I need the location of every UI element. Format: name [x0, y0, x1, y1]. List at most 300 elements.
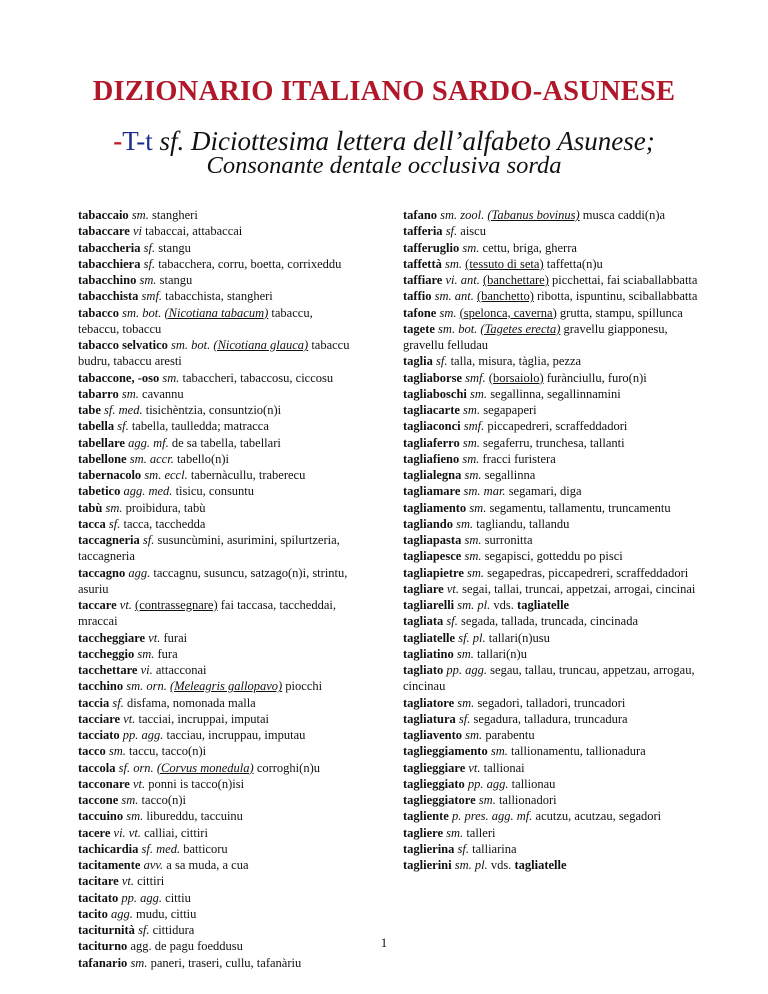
dictionary-entry	[403, 435, 698, 451]
entry-headword: taciturnità	[78, 923, 135, 937]
entry-translation: corroghi(n)u	[256, 760, 320, 775]
entry-headword: tacitare	[78, 874, 119, 889]
dictionary-entry	[78, 256, 356, 272]
entry-translation: talleri	[466, 825, 496, 840]
entry-grammar: sm.	[464, 549, 482, 564]
entry-grammar: avv.	[143, 858, 164, 872]
dictionary-entry	[403, 418, 698, 434]
entry-grammar: agg.	[110, 906, 133, 921]
entry-headword: tagliare	[403, 581, 444, 596]
entry-translation: segaferru, trunchesa, tallanti	[482, 435, 625, 450]
entry-headword: taccare	[78, 598, 117, 612]
dictionary-entry	[78, 792, 356, 808]
dictionary-entry	[403, 256, 698, 272]
entry-grammar: sm.	[469, 500, 487, 515]
dictionary-entry	[403, 597, 698, 613]
entry-headword: taccagno	[78, 565, 126, 580]
entry-headword: tagliacarte	[403, 403, 460, 417]
dictionary-entry	[78, 223, 356, 239]
entry-translation: cittiu	[165, 890, 191, 905]
entry-headword: taccia	[78, 695, 110, 710]
letter-description-line2: Consonante dentale occlusiva sorda	[206, 152, 562, 179]
dictionary-entry	[403, 808, 698, 824]
dictionary-entry	[78, 711, 356, 727]
entry-grammar: sm. bot.	[171, 338, 211, 352]
entry-translation: segapisci, gotteddu po pisci	[484, 549, 623, 564]
dictionary-entry	[403, 532, 698, 548]
dictionary-entry	[403, 613, 698, 629]
entry-translation: tallari(n)u	[476, 646, 527, 661]
dictionary-entry	[78, 565, 356, 598]
dictionary-entry	[78, 483, 356, 499]
entry-headword: tabacco selvatico	[78, 338, 168, 352]
dictionary-entry	[403, 776, 698, 792]
entry-translation: segadura, talladura, truncadura	[473, 711, 628, 726]
entry-grammar: sm.	[456, 516, 474, 531]
dictionary-entry	[78, 500, 356, 516]
entry-grammar: sf.	[435, 354, 448, 369]
entry-headword: tagliatura	[403, 711, 456, 726]
entry-headword: taglieggiato	[403, 776, 465, 791]
entry-headword: taccheggiare	[78, 630, 146, 645]
entry-translation: ponni is tacco(n)isi	[148, 776, 245, 791]
dictionary-entry	[403, 288, 698, 304]
entry-translation: de sa tabella, tabellari	[171, 435, 281, 450]
dictionary-entry	[78, 662, 356, 678]
entry-headword: tacciare	[78, 711, 121, 726]
entry-headword: tagliarelli	[403, 598, 455, 612]
entry-translation: tabaccu, tebaccu, tobaccu	[78, 305, 313, 336]
entry-translation: tallionadori	[498, 793, 557, 807]
entry-translation: tagliandu, tallandu	[476, 516, 570, 531]
entry-headword: tagliaborse	[403, 370, 463, 385]
dictionary-entry	[78, 760, 356, 776]
entry-grammar: sm.	[121, 386, 139, 401]
entry-translation: agg. de pagu foeddusu	[130, 939, 243, 954]
dictionary-entry	[403, 500, 698, 516]
entry-grammar: vi	[132, 224, 142, 239]
entry-grammar: sm. bot.	[438, 321, 478, 336]
entry-translation: segau, tallau, truncau, appetzau, arrogau, cincinau	[403, 663, 695, 694]
entry-headword: tacco	[78, 744, 106, 759]
entry-headword: taccuino	[78, 809, 124, 824]
dictionary-entry	[403, 630, 698, 646]
entry-translation: tabella, taulledda; matracca	[131, 419, 269, 434]
entry-translation: tacco(n)i	[141, 793, 186, 807]
entry-scientific-name: (Corvus monedula)	[156, 760, 254, 775]
dictionary-entry	[403, 272, 698, 288]
dictionary-entry	[78, 240, 356, 256]
entry-headword: tabella	[78, 419, 115, 434]
entry-headword: tagliavento	[403, 728, 463, 742]
entry-grammar: smf.	[463, 419, 485, 434]
entry-grammar: sm. mar.	[463, 484, 506, 499]
entry-grammar: sf.	[457, 841, 469, 856]
entry-grammar: sf. pl.	[458, 630, 486, 645]
entry-translation: fura	[157, 646, 178, 661]
entry-translation: talliarina	[472, 841, 517, 856]
entry-grammar: vt.	[148, 630, 161, 645]
entry-grammar: smf.	[141, 289, 163, 304]
entry-headword: tacca	[78, 516, 106, 531]
entry-grammar: sm.	[162, 370, 180, 385]
dictionary-entry	[78, 743, 356, 759]
dictionary-entry	[403, 743, 698, 759]
entry-translation: segamentu, tallamentu, truncamentu	[489, 500, 671, 515]
entry-grammar: vi. vt.	[113, 825, 141, 840]
entry-translation: piocchi	[285, 679, 323, 694]
entry-headword: tacitato	[78, 890, 119, 905]
entry-headword: tagliata	[403, 614, 444, 629]
entry-grammar: sm. eccl.	[144, 468, 188, 482]
entry-translation: a sa muda, a cua	[166, 858, 249, 872]
dictionary-entry	[78, 776, 356, 792]
dictionary-entry	[403, 711, 698, 727]
entry-grammar: sm.	[464, 468, 482, 482]
entry-headword: taciturno	[78, 939, 128, 954]
entry-translation: talla, misura, tàglia, pezza	[450, 354, 582, 369]
entry-translation: calliai, cittiri	[144, 825, 208, 840]
entry-translation: taccagnu, susuncu, satzago(n)i, strintu, asuriu	[78, 565, 348, 596]
entry-translation: vds.	[493, 598, 514, 612]
entry-headword: tabernacolo	[78, 468, 142, 482]
entry-headword: tabellare	[78, 435, 125, 450]
entry-translation: cavannu	[142, 386, 184, 401]
entry-translation: tabaccu budru, tabaccu aresti	[78, 338, 350, 369]
entry-grammar: vt.	[446, 581, 460, 596]
entry-headword: tagliere	[403, 825, 444, 840]
entry-headword: tafano	[403, 208, 438, 222]
entry-headword: tagliatelle	[403, 630, 456, 645]
dictionary-entry	[403, 483, 698, 499]
dictionary-entry	[403, 207, 698, 223]
entry-grammar: vt.	[468, 760, 481, 775]
entry-headword: tabellone	[78, 451, 127, 466]
entry-grammar: vt.	[123, 711, 136, 726]
entry-headword: taffettà	[403, 256, 442, 271]
entry-translation: tabello(n)i	[176, 451, 230, 466]
entry-translation: disfama, nomonada malla	[126, 695, 256, 710]
dictionary-entry	[403, 565, 698, 581]
entry-headword: tagliafieno	[403, 451, 460, 466]
entry-headword: tabacchiera	[78, 256, 141, 271]
entry-headword: taglieggiamento	[403, 744, 488, 759]
entry-grammar: sm.	[490, 744, 508, 759]
entry-translation: cittidura	[152, 923, 195, 937]
entry-translation: gravellu giapponesu, gravellu felludau	[403, 321, 668, 352]
dictionary-entry	[403, 792, 698, 808]
entry-grammar: sm.	[439, 305, 457, 320]
entry-grammar: vt.	[132, 776, 146, 791]
entry-translation: tallionai	[483, 760, 525, 775]
entry-grammar: sm. bot.	[122, 305, 162, 320]
entry-translation: stangheri	[151, 208, 198, 222]
dictionary-entry	[78, 272, 356, 288]
entry-grammar: sm.	[465, 728, 483, 742]
entry-translation: segapaperi	[483, 403, 537, 417]
entry-translation: proibidura, tabù	[125, 500, 206, 515]
entry-grammar: sm. pl.	[457, 598, 491, 612]
entry-headword: tagliapesce	[403, 549, 462, 564]
entry-headword: tabaccaio	[78, 208, 129, 222]
dictionary-entry	[78, 370, 356, 386]
entry-translation: tabacchista, stangheri	[165, 289, 273, 304]
entry-translation: libureddu, taccuinu	[146, 809, 243, 824]
entry-gloss: (spelonca, caverna)	[459, 305, 557, 320]
entry-grammar: sm.	[478, 793, 496, 807]
dictionary-entry	[78, 597, 356, 630]
entry-grammar: sm.	[126, 809, 144, 824]
entry-translation: segai, tallai, truncai, appetzai, arrogai, cincinai	[462, 581, 696, 596]
entry-translation: piccapedreri, scraffeddadori	[487, 419, 628, 434]
dictionary-entry	[403, 646, 698, 662]
entry-headword: tabe	[78, 403, 101, 417]
dictionary-entry	[403, 695, 698, 711]
entry-translation: furànciullu, furo(n)i	[546, 370, 647, 385]
dictionary-entry	[78, 207, 356, 223]
entry-headword: tachicardia	[78, 841, 139, 856]
entry-translation: tallionau	[511, 776, 556, 791]
entry-translation: segallinna	[484, 468, 536, 482]
entry-translation: attacconai	[155, 663, 207, 677]
entry-translation: stangu	[158, 240, 191, 255]
dictionary-entry	[78, 890, 356, 906]
entry-grammar: sm. orn.	[126, 679, 167, 694]
entry-headword: taglieggiatore	[403, 793, 476, 807]
page-title: DIZIONARIO ITALIANO SARDO-ASUNESE	[92, 76, 676, 107]
entry-grammar: sm.	[462, 435, 480, 450]
entry-translation: batticoru	[183, 841, 228, 856]
entry-headword: tabetico	[78, 484, 121, 499]
entry-grammar: sm.	[131, 208, 149, 222]
dictionary-entry	[78, 516, 356, 532]
entry-grammar: sm.	[464, 533, 482, 547]
entry-scientific-name: (Nicotiana glauca)	[213, 338, 309, 352]
entry-grammar: sf. orn.	[118, 760, 154, 775]
entry-translation: tacca, tacchedda	[123, 516, 206, 531]
entry-grammar: sm.	[456, 646, 474, 661]
entry-headword: tabacchino	[78, 273, 137, 287]
entry-headword: taffio	[403, 289, 432, 304]
dictionary-entry	[403, 240, 698, 256]
dictionary-entry	[403, 451, 698, 467]
entry-headword: taglierina	[403, 841, 455, 856]
dictionary-entry	[78, 305, 356, 338]
entry-grammar: sf.	[458, 711, 471, 726]
entry-grammar: pp. agg.	[122, 728, 164, 742]
dictionary-entry	[403, 857, 698, 873]
entry-headword: tacere	[78, 825, 111, 840]
dictionary-entry	[403, 386, 698, 402]
entry-translation: tisichèntzia, consuntzio(n)i	[145, 403, 282, 417]
entry-translation: parabentu	[485, 728, 535, 742]
entry-translation: segadori, talladori, truncadori	[477, 695, 626, 710]
entry-translation: cittiri	[137, 874, 165, 889]
entry-grammar: sm.	[108, 744, 126, 759]
entry-translation: tìsicu, consuntu	[175, 484, 255, 499]
entry-translation: segallinna, segallinnamini	[490, 386, 621, 401]
dictionary-entry	[403, 841, 698, 857]
entry-headword: tagliatino	[403, 646, 454, 661]
entry-headword: tagliatore	[403, 695, 455, 710]
entry-headword: tacitamente	[78, 858, 141, 872]
entry-headword: tabaccone, -oso	[78, 370, 160, 385]
entry-translation: tacciai, incruppai, imputai	[138, 711, 270, 726]
dictionary-entry	[78, 695, 356, 711]
entry-grammar: sm. zool.	[440, 208, 485, 222]
entry-headword: tafferia	[403, 224, 443, 239]
entry-headword: tagliaferro	[403, 435, 460, 450]
dictionary-entry	[403, 370, 698, 386]
entry-grammar: vt.	[121, 874, 134, 889]
entry-translation: taffetta(n)u	[546, 256, 603, 271]
entry-headword: tabarro	[78, 386, 119, 401]
dictionary-entry	[78, 402, 356, 418]
dictionary-entry	[403, 467, 698, 483]
entry-scientific-name: (Tagetes erecta)	[480, 321, 561, 336]
dictionary-entry	[403, 353, 698, 369]
dictionary-entry	[403, 825, 698, 841]
dictionary-entry	[78, 678, 356, 694]
entry-translation: vds.	[490, 858, 512, 872]
right-column	[403, 207, 698, 873]
entry-headword: taglia	[403, 354, 433, 369]
entry-gloss: (banchettare)	[482, 273, 549, 287]
entry-grammar: agg. med.	[123, 484, 173, 499]
entry-headword: tacito	[78, 906, 108, 921]
entry-grammar: sm.	[445, 256, 463, 271]
dictionary-entry	[78, 337, 356, 370]
dictionary-entry	[78, 467, 356, 483]
dictionary-entry	[78, 451, 356, 467]
dictionary-entry	[78, 418, 356, 434]
dictionary-entry	[78, 857, 356, 873]
letter-description: sf. Diciottesima lettera dell’alfabeto Asunese;	[152, 126, 655, 156]
entry-grammar: smf.	[465, 370, 486, 385]
entry-grammar: sm.	[470, 386, 488, 401]
entry-headword: taglieggiare	[403, 760, 466, 775]
entry-grammar: sf.	[117, 419, 129, 434]
dictionary-entry	[403, 581, 698, 597]
entry-headword: taccheggio	[78, 646, 135, 661]
entry-translation: musca caddi(n)a	[582, 208, 666, 222]
entry-headword: taffiare	[403, 273, 443, 287]
entry-grammar: sf.	[143, 256, 156, 271]
entry-grammar: sm. pl.	[454, 858, 488, 872]
dictionary-entry	[78, 825, 356, 841]
entry-grammar: sm. accr.	[129, 451, 174, 466]
dictionary-entry	[403, 223, 698, 239]
entry-headword: tacciato	[78, 728, 120, 742]
dictionary-entry	[403, 727, 698, 743]
entry-headword: tagete	[403, 321, 435, 336]
entry-headword: tabacco	[78, 305, 119, 320]
entry-translation: stangu	[159, 273, 193, 287]
entry-grammar: sm.	[462, 240, 480, 255]
entry-headword: tafone	[403, 305, 437, 320]
entry-grammar: sf.	[142, 533, 155, 547]
dictionary-entry	[78, 955, 356, 971]
entry-grammar: vi. ant.	[445, 273, 480, 287]
dictionary-entry	[403, 548, 698, 564]
entry-grammar: sm.	[137, 646, 155, 661]
entry-grammar: sm.	[139, 273, 157, 287]
entry-translation: tallari(n)usu	[488, 630, 550, 645]
entry-grammar: pp. agg.	[121, 890, 163, 905]
entry-translation: segada, tallada, truncada, cincinada	[461, 614, 638, 629]
entry-grammar: sf.	[112, 695, 124, 710]
entry-headword: tagliaconci	[403, 419, 461, 434]
left-column	[78, 207, 356, 971]
entry-gloss: (contrassegnare)	[135, 598, 218, 612]
entry-translation: tabaccai, attabaccai	[145, 224, 243, 239]
entry-translation: taccu, tacco(n)i	[129, 744, 207, 759]
entry-headword: tagliamento	[403, 500, 467, 515]
entry-grammar: p. pres. agg. mf.	[451, 809, 533, 824]
entry-gloss: (banchetto)	[476, 289, 534, 304]
entry-gloss: (borsaiolo)	[488, 370, 544, 385]
entry-translation: acutzu, acutzau, segadori	[535, 809, 662, 824]
letter-upper: T	[122, 126, 137, 156]
entry-translation: tabacchera, corru, boetta, corrixeddu	[158, 256, 342, 271]
entry-headword: tacchino	[78, 679, 124, 694]
entry-grammar: sf.	[143, 240, 156, 255]
entry-grammar: vt.	[119, 598, 132, 612]
entry-translation: grutta, stampu, spillunca	[559, 305, 683, 320]
entry-grammar: sm.	[130, 955, 148, 970]
entry-headword: tabaccheria	[78, 240, 141, 255]
entry-grammar: sf.	[446, 614, 458, 629]
entry-translation: ribotta, ispuntinu, sciballabbatta	[537, 289, 698, 304]
dictionary-entry	[403, 760, 698, 776]
entry-grammar: vi.	[140, 663, 153, 677]
entry-headword: tagliapietre	[403, 565, 464, 580]
entry-grammar: sm.	[463, 403, 481, 417]
entry-translation: fai taccasa, taccheddai, mraccai	[78, 598, 336, 629]
dictionary-entry	[78, 841, 356, 857]
entry-headword: tafanario	[78, 955, 128, 970]
entry-headword: tagliando	[403, 516, 454, 531]
entry-translation: cettu, briga, gherra	[482, 240, 577, 255]
dictionary-entry	[78, 646, 356, 662]
dictionary-entry	[78, 873, 356, 889]
entry-translation: susuncùmini, asurimini, spilurtzeria, taccagneria	[78, 533, 340, 564]
entry-translation: tacciau, incruppau, imputau	[166, 728, 306, 742]
entry-grammar: sm.	[462, 451, 480, 466]
entry-headword: tacconare	[78, 776, 130, 791]
entry-grammar: sf. med.	[104, 403, 143, 417]
entry-grammar: sm.	[105, 500, 123, 515]
entry-headword: taglialegna	[403, 468, 462, 482]
entry-translation: picchettai, fai sciaballabbatta	[552, 273, 698, 287]
entry-headword: tabacchista	[78, 289, 139, 304]
entry-grammar: sm.	[467, 565, 485, 580]
dictionary-entry	[403, 662, 698, 695]
dictionary-entry	[78, 727, 356, 743]
dictionary-entry	[403, 402, 698, 418]
letter-dash: -	[113, 126, 123, 156]
entry-headword: tabù	[78, 500, 103, 515]
entry-translation: segapedras, piccapedreri, scraffeddadori	[487, 565, 689, 580]
entry-grammar: pp. agg.	[446, 663, 488, 677]
entry-cross-reference: tagliatelle	[517, 598, 570, 612]
entry-scientific-name: (Meleagris gallopavo)	[170, 679, 283, 694]
dictionary-entry	[78, 906, 356, 922]
entry-grammar: sf. med.	[141, 841, 181, 856]
entry-translation: aiscu	[460, 224, 486, 239]
entry-grammar: sf.	[445, 224, 458, 239]
entry-headword: tagliato	[403, 663, 444, 677]
